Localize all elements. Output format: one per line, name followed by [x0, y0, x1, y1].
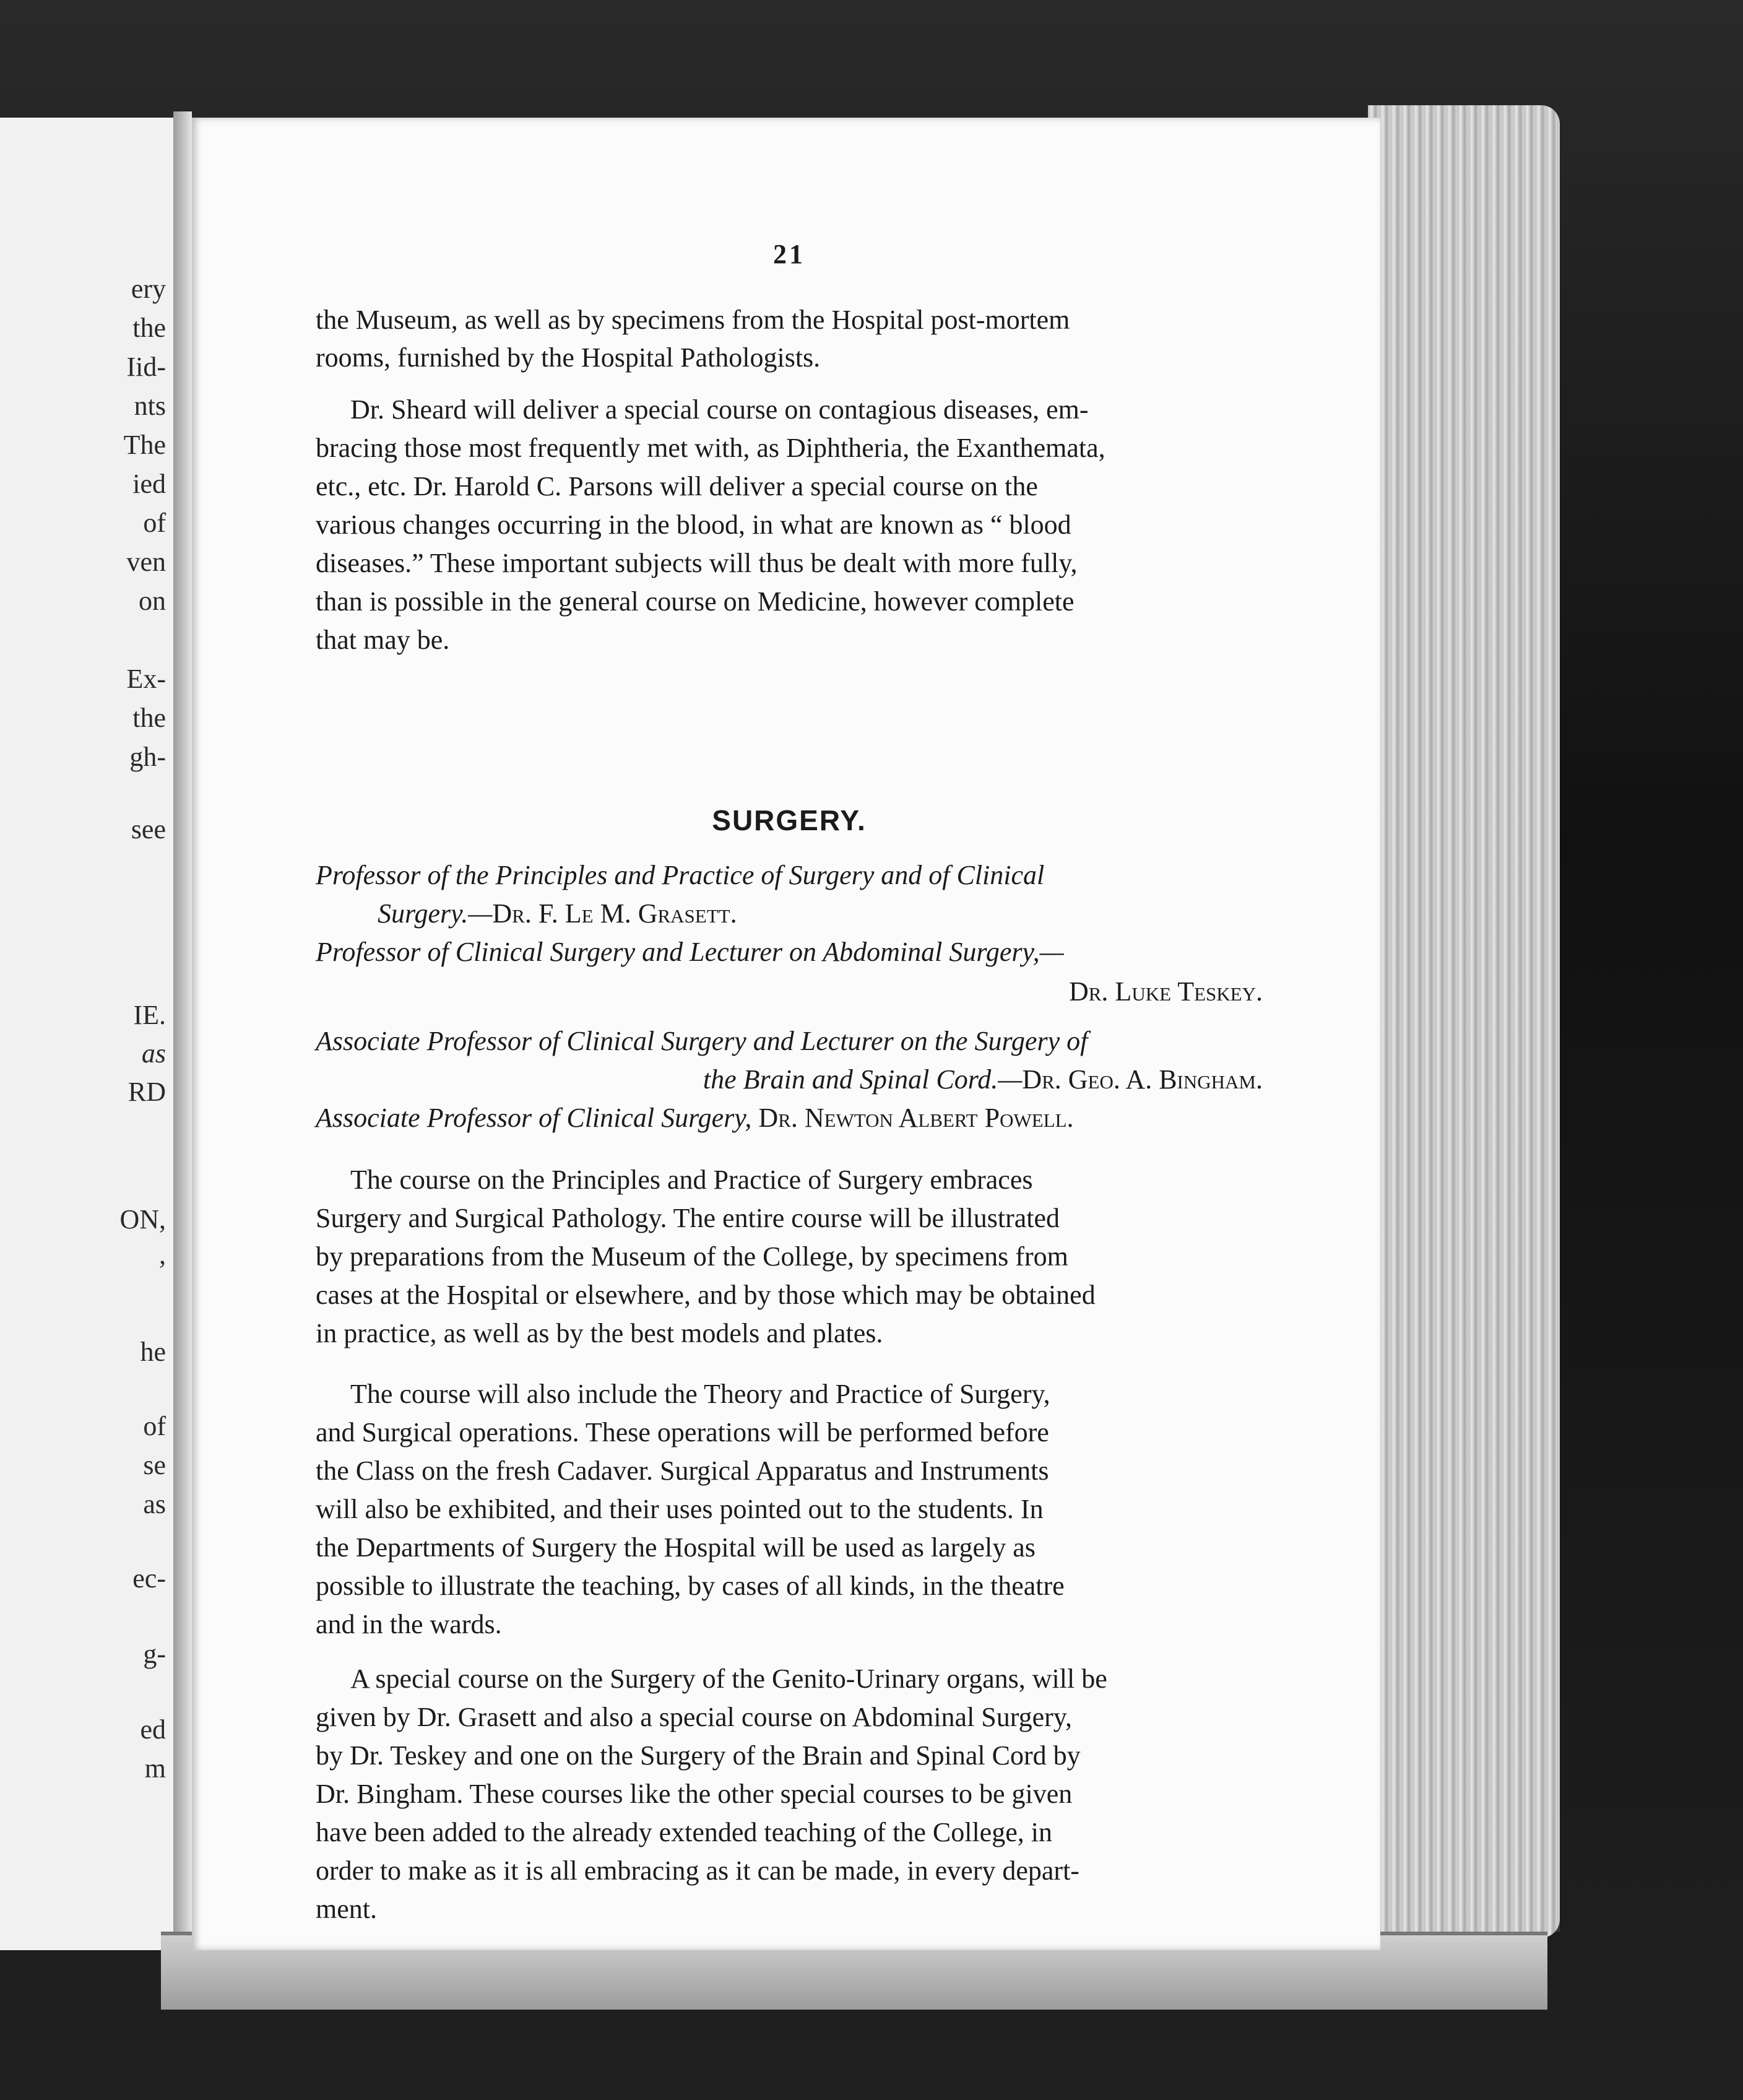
left-page-edge	[0, 118, 183, 1950]
text-line: by Dr. Teskey and one on the Surgery of the Brain and Spinal Cord by	[316, 1740, 1081, 1771]
roster-entry-teskey	[1069, 978, 1263, 1005]
left-fragment: he	[140, 1337, 166, 1367]
text-line: etc., etc. Dr. Harold C. Parsons will deliver a special course on the	[316, 471, 1038, 501]
text-line: The course on the Principles and Practice of Surgery embraces	[350, 1165, 1033, 1195]
text-line: in practice, as well as by the best models and plates.	[316, 1318, 883, 1348]
left-fragment: nts	[134, 391, 166, 421]
roster-title: Associate Professor of Clinical Surgery and Lecturer on the Surgery of	[316, 1026, 1088, 1056]
roster-entry-grasett: Surgery.—Dr. F. Le M. Grasett.	[378, 898, 737, 929]
left-fragment: RD	[128, 1077, 166, 1107]
text-line: by preparations from the Museum of the College, by specimens from	[316, 1241, 1068, 1272]
left-fragment: gh-	[129, 742, 166, 772]
text-line: bracing those most frequently met with, as Diphtheria, the Exanthemata,	[316, 433, 1105, 463]
text-line: cases at the Hospital or elsewhere, and by those which may be obtained	[316, 1280, 1096, 1310]
left-fragment: g-	[143, 1639, 166, 1669]
roster-title: Professor of the Principles and Practice of Surgery and of Clinical	[316, 860, 1045, 890]
text-line: order to make as it is all embracing as it can be made, in every depart-	[316, 1855, 1079, 1886]
book-gutter	[173, 111, 192, 1963]
text-line: that may be.	[316, 625, 450, 655]
left-fragment: ery	[131, 274, 166, 304]
left-fragment: ,	[159, 1239, 166, 1270]
left-fragment: see	[131, 814, 166, 844]
left-fragment: on	[139, 586, 166, 616]
left-fragment: m	[144, 1753, 166, 1784]
text-line: possible to illustrate the teaching, by cases of all kinds, in the theatre	[316, 1571, 1065, 1601]
roster-title: Professor of Clinical Surgery and Lecturer on Abdominal Surgery,—	[316, 937, 1064, 967]
text-line: Dr. Bingham. These courses like the other special courses to be given	[316, 1779, 1073, 1809]
page-number: 21	[773, 239, 805, 269]
text-line: given by Dr. Grasett and also a special course on Abdominal Surgery,	[316, 1702, 1072, 1732]
roster-entry-powell: Associate Professor of Clinical Surgery, Dr. Newton Albert Powell.	[316, 1103, 1074, 1133]
text-line: the Departments of Surgery the Hospital will be used as largely as	[316, 1532, 1036, 1563]
left-fragment: ON,	[119, 1204, 166, 1234]
text-line: and Surgical operations. These operations will be performed before	[316, 1417, 1049, 1447]
left-fragment: Iid-	[126, 352, 166, 382]
text-line: the Class on the fresh Cadaver. Surgical Apparatus and Instruments	[316, 1456, 1049, 1486]
text-line: Surgery and Surgical Pathology. The entire course will be illustrated	[316, 1203, 1060, 1233]
left-fragment: ec-	[132, 1563, 166, 1594]
roster-name: Dr. F. Le M. Grasett.	[492, 898, 737, 929]
roster-name: Dr. Luke Teskey.	[1068, 976, 1263, 1007]
left-fragment: as	[143, 1489, 166, 1519]
left-fragment: ied	[132, 469, 166, 499]
left-fragment: the	[132, 313, 166, 343]
left-fragment: se	[143, 1450, 166, 1480]
section-heading-surgery: SURGERY.	[712, 804, 867, 836]
left-fragment: The	[123, 430, 166, 460]
text-line: diseases.” These important subjects will thus be dealt with more fully,	[316, 548, 1078, 578]
page-edges	[1368, 105, 1560, 1938]
text-line: ment.	[316, 1894, 377, 1924]
right-page	[192, 118, 1380, 1950]
text-line: rooms, furnished by the Hospital Pathologists.	[316, 342, 821, 373]
text-line: various changes occurring in the blood, in what are known as “ blood	[316, 510, 1071, 540]
roster-entry-bingham: the Brain and Spinal Cord.—Dr. Geo. A. Bingham.	[703, 1064, 1263, 1095]
text-line: will also be exhibited, and their uses pointed out to the students. In	[316, 1494, 1044, 1524]
left-fragment: of	[143, 508, 166, 538]
roster-name: Dr. Geo. A. Bingham.	[1022, 1064, 1263, 1095]
text-line: have been added to the already extended teaching of the College, in	[316, 1817, 1052, 1847]
left-fragment: ed	[140, 1714, 166, 1745]
text-line: Dr. Sheard will deliver a special course on contagious diseases, em-	[350, 394, 1089, 425]
left-fragment: ven	[126, 547, 166, 577]
left-fragment: IE.	[133, 1000, 166, 1030]
text-line: and in the wards.	[316, 1609, 502, 1639]
left-fragment: of	[143, 1411, 166, 1441]
left-fragment: Ex-	[126, 664, 166, 694]
left-fragment: as	[141, 1038, 166, 1069]
roster-name: Dr. Newton Albert Powell.	[758, 1103, 1074, 1133]
text-line: A special course on the Surgery of the Genito-Urinary organs, will be	[350, 1664, 1107, 1694]
text-line: The course will also include the Theory and Practice of Surgery,	[350, 1379, 1050, 1409]
left-fragment: the	[132, 703, 166, 733]
text-line: the Museum, as well as by specimens from the Hospital post-mortem	[316, 305, 1070, 335]
text-line: than is possible in the general course on Medicine, however complete	[316, 586, 1075, 617]
